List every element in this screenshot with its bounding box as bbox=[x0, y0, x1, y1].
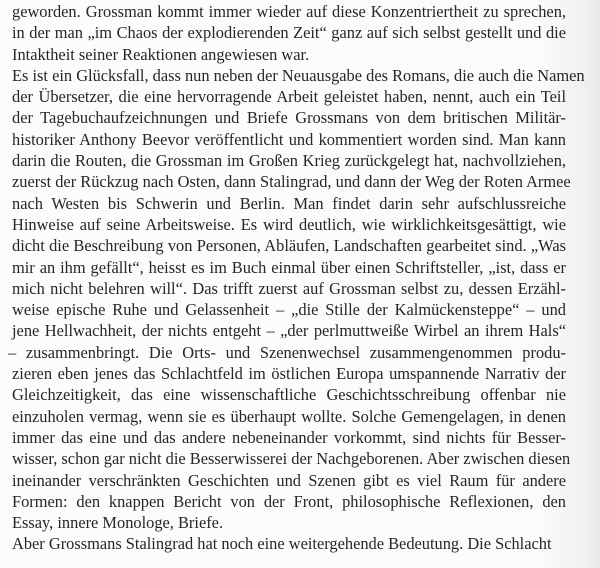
text-line: jene Hellwachheit, der nichts entgeht – „der perlmuttweiße Wirbel an ihrem Hals“ bbox=[12, 321, 566, 341]
text-line: Aber Grossmans Stalingrad hat noch eine weitergehende Bedeutung. Die Schlacht bbox=[12, 534, 552, 554]
text-line: Gleichzeitigkeit, das eine wissenschaftliche Geschichtsschreibung offenbar nie bbox=[12, 385, 566, 405]
text-line: Es ist ein Glücksfall, dass nun neben der Neuausgabe des Romans, die auch die Namen bbox=[12, 65, 585, 85]
text-line: mir an ihm gefällt“, heisst es im Buch einmal über einen Schriftsteller, „ist, dass er bbox=[12, 257, 566, 277]
text-line: Formen: den knappen Bericht von der Front, philosophische Reflexionen, den bbox=[12, 491, 566, 511]
document-body bbox=[8, 1, 585, 555]
text-line: der Übersetzer, die eine hervorragende Arbeit geleistet haben, nennt, auch ein Teil bbox=[12, 87, 566, 107]
text-line: der Tagebuchaufzeichnungen und Briefe Grossmans von dem britischen Militär- bbox=[12, 108, 566, 128]
text-line: darin die Routen, die Grossman im Großen Krieg zurückgelegt hat, nachvollziehen, bbox=[12, 151, 566, 171]
text-line: einzuholen vermag, wenn sie es überhaupt wollte. Solche Gemengelagen, in denen bbox=[12, 406, 566, 426]
text-line: – zusammenbringt. Die Orts- und Szenenwechsel zusammengenommen produ- bbox=[8, 342, 566, 362]
text-line: wisser, schon gar nicht die Besserwisserei der Nachgeborenen. Aber zwischen diesen bbox=[12, 449, 571, 469]
text-line: dicht die Beschreibung von Personen, Abläufen, Landschaften gearbeitet sind. „Was bbox=[12, 236, 566, 256]
text-line: Intaktheit seiner Reaktionen angewiesen war. bbox=[12, 44, 310, 64]
text-line: Hinweise auf seine Arbeitsweise. Es wird deutlich, wie wirklichkeitsgesättigt, wie bbox=[12, 214, 566, 234]
text-line: in der man „im Chaos der explodierenden Zeit“ ganz auf sich selbst gestellt und die bbox=[12, 23, 566, 43]
text-line: historiker Anthony Beevor veröffentlicht und kommentiert worden sind. Man kann bbox=[12, 129, 566, 149]
text-line: zieren eben jenes das Schlachtfeld im östlichen Europa umspannende Narrativ der bbox=[12, 364, 566, 384]
text-line: mich nicht belehren will“. Das trifft zuerst auf Grossman selbst zu, dessen Erzähl- bbox=[12, 278, 566, 298]
text-line: immer das eine und das andere nebeneinander vorkommt, sind nichts für Besser- bbox=[12, 427, 566, 447]
text-line: geworden. Grossman kommt immer wieder auf diese Konzentriertheit zu sprechen, bbox=[12, 2, 566, 21]
text-line: weise epische Ruhe und Gelassenheit – „die Stille der Kalmückensteppe“ – und bbox=[12, 300, 566, 320]
text-line: zuerst der Rückzug nach Osten, dann Stalingrad, und dann der Weg der Roten Armee bbox=[12, 172, 571, 192]
text-line: nach Westen bis Schwerin und Berlin. Man findet darin sehr aufschlussreiche bbox=[12, 193, 566, 213]
text-line: Essay, innere Monologe, Briefe. bbox=[12, 513, 224, 533]
text-line: ineinander verschränkten Geschichten und Szenen gibt es viel Raum für andere bbox=[12, 470, 566, 490]
